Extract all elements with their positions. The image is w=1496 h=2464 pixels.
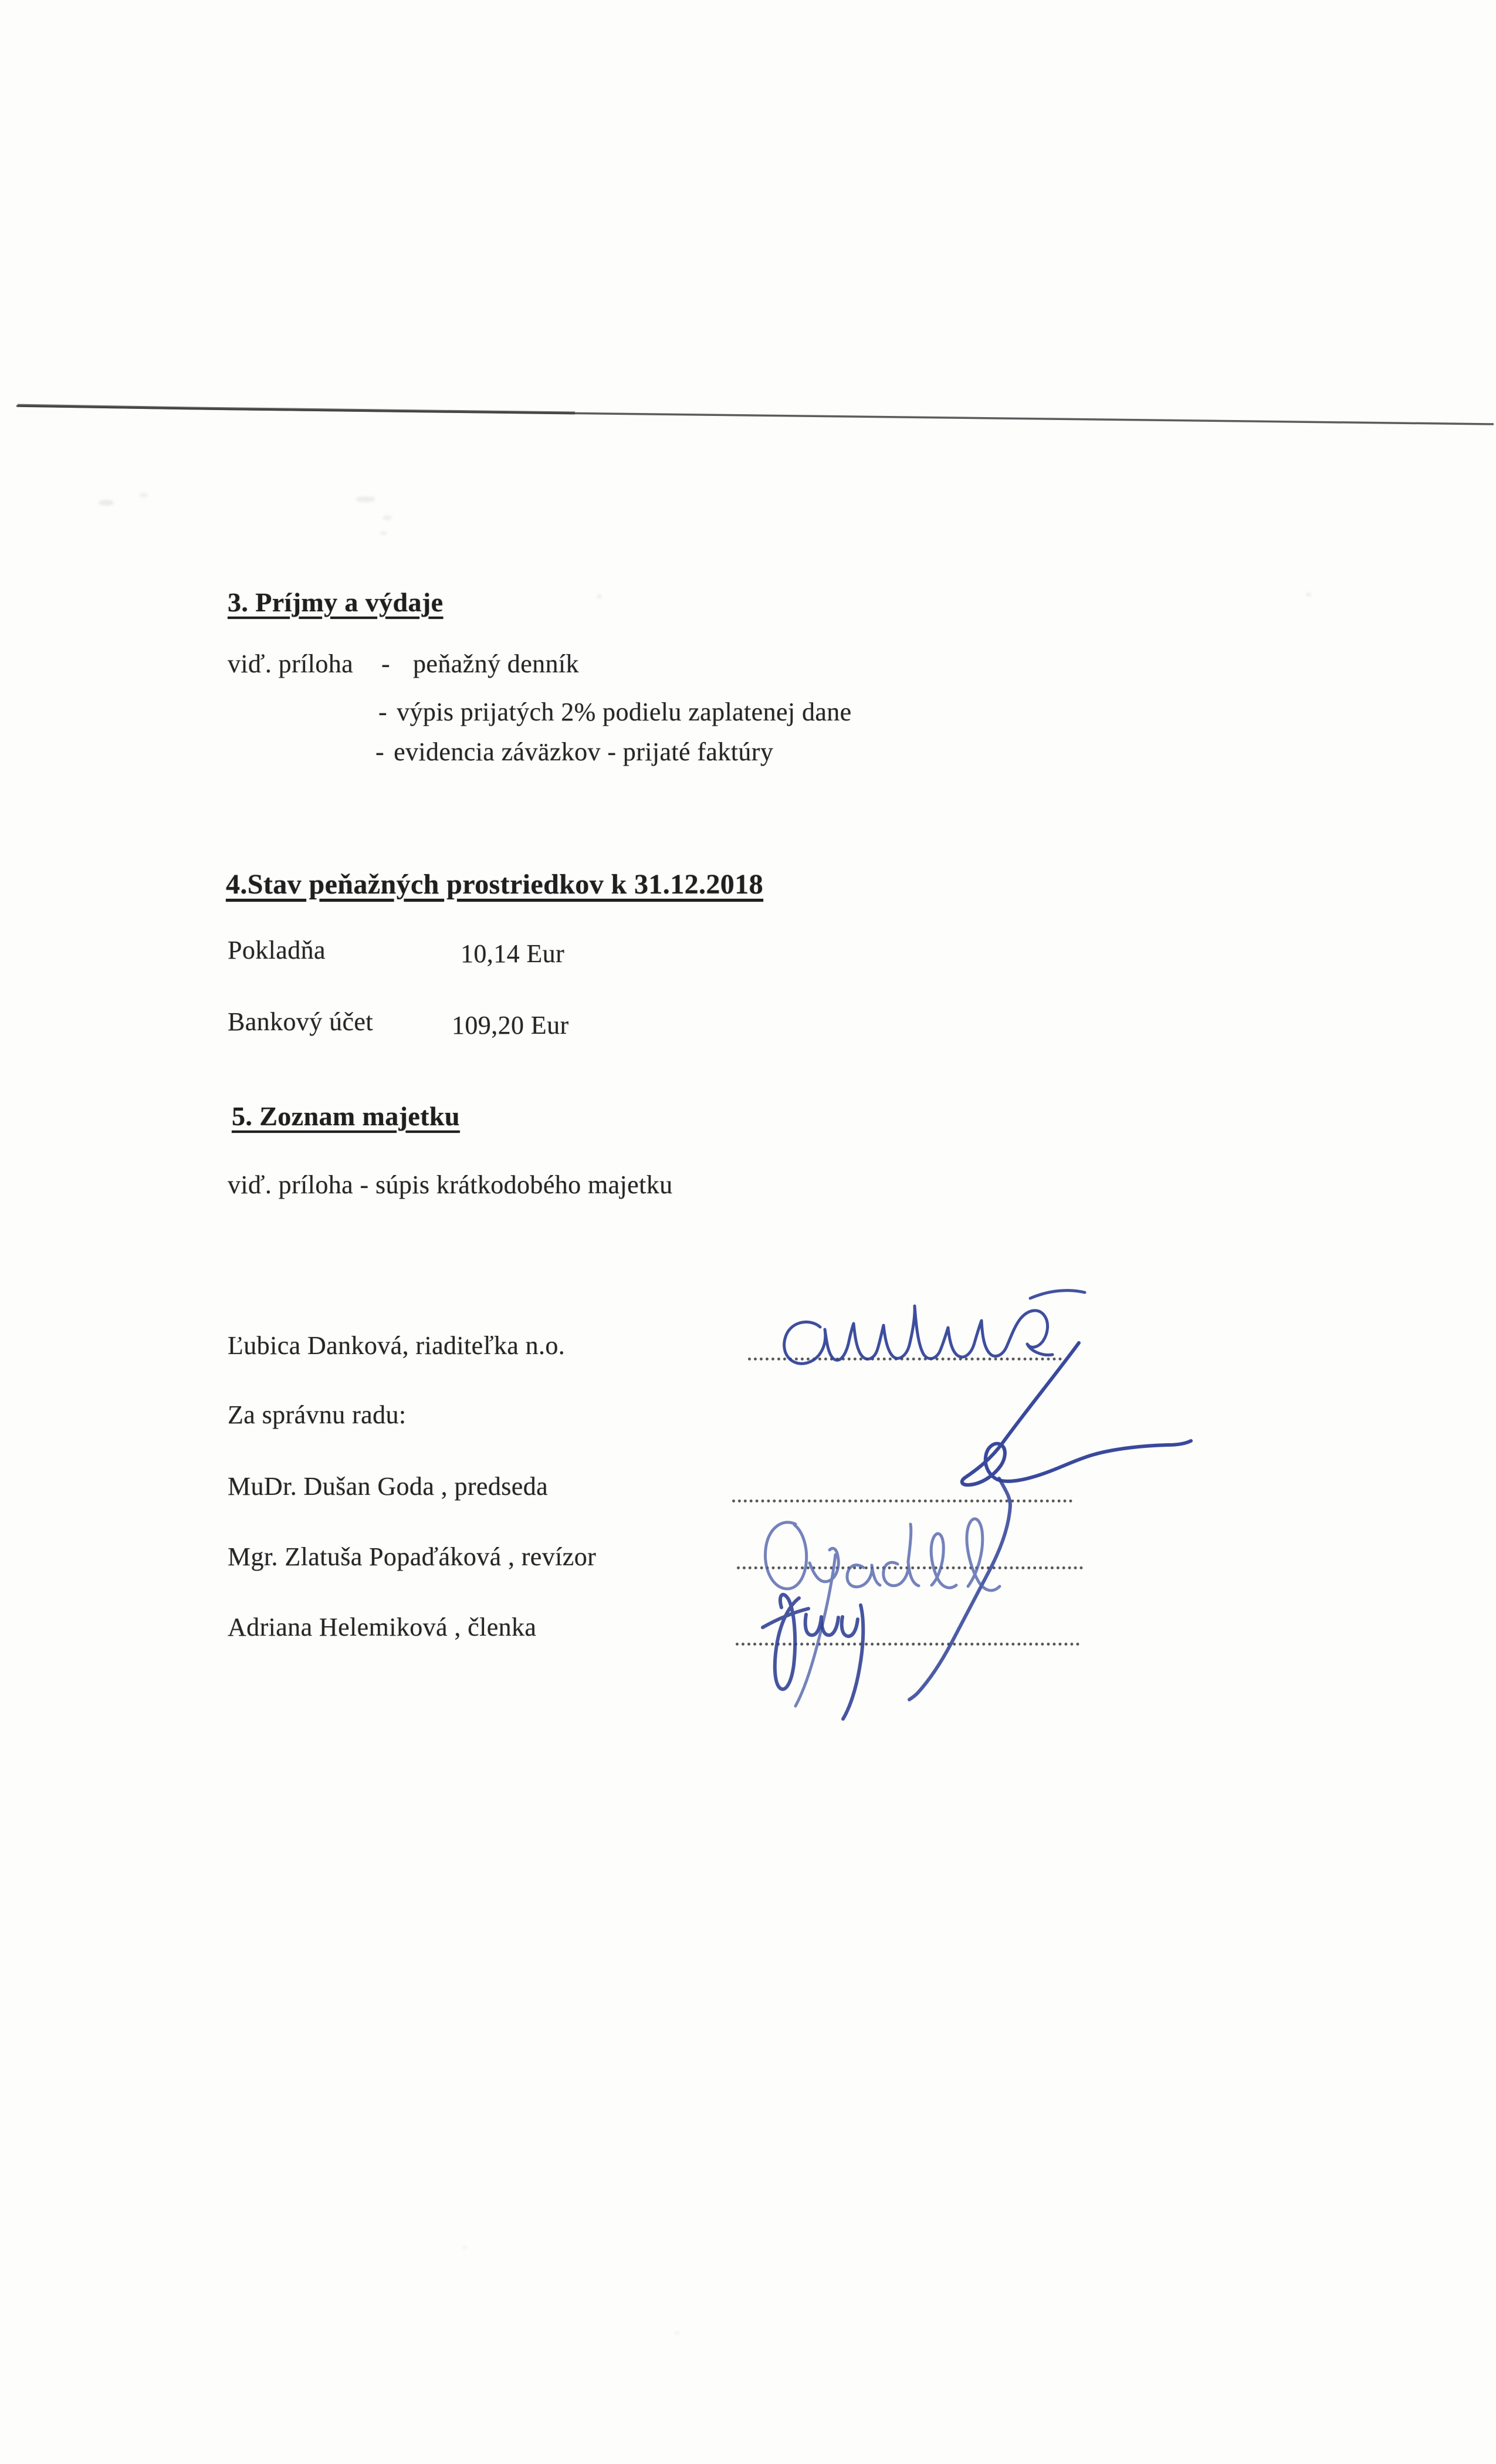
signature-dotted-line bbox=[736, 1643, 1079, 1646]
bank-row-label: Bankový účet bbox=[228, 1007, 373, 1036]
signature-dotted-line bbox=[732, 1500, 1072, 1502]
scan-smudge bbox=[99, 500, 114, 506]
signature-helemikova bbox=[763, 1595, 863, 1719]
attachment-item-text: evidencia záväzkov - prijaté faktúry bbox=[394, 737, 774, 766]
cash-row-label: Pokladňa bbox=[228, 936, 326, 964]
scan-speck bbox=[675, 2331, 679, 2335]
section-4-heading: 4.Stav peňažných prostriedkov k 31.12.2018 bbox=[226, 869, 764, 900]
board-label: Za správnu radu: bbox=[228, 1400, 407, 1429]
attachment-item bbox=[378, 698, 852, 726]
signature-goda-flourish bbox=[962, 1343, 1191, 1485]
attachment-label: viď. príloha bbox=[228, 649, 354, 678]
scan-speck bbox=[462, 2246, 467, 2249]
signature-dankova bbox=[784, 1306, 1052, 1363]
signature-dotted-line bbox=[737, 1566, 1083, 1569]
attachment-item bbox=[375, 738, 773, 766]
bank-row-value: 109,20 Eur bbox=[452, 1011, 569, 1040]
scan-artifact-line bbox=[16, 406, 1494, 424]
section-5-heading: 5. Zoznam majetku bbox=[232, 1101, 460, 1131]
scan-artifact-line-thick bbox=[18, 405, 575, 413]
attachment-item-dash: - bbox=[375, 737, 385, 766]
member-signature-label: MuDr. Dušan Goda , predseda bbox=[228, 1472, 549, 1501]
scan-speck bbox=[597, 595, 601, 598]
section-5-note: viď. príloha - súpis krátkodobého majetku bbox=[228, 1170, 673, 1199]
scan-speck bbox=[1306, 593, 1311, 597]
scan-smudge bbox=[140, 493, 148, 497]
attachment-item-dash: - bbox=[378, 698, 388, 726]
attachment-item-text: výpis prijatých 2% podielu zaplatenej dane bbox=[397, 698, 852, 726]
scan-smudge bbox=[356, 496, 375, 502]
signature-dotted-line bbox=[748, 1358, 1062, 1360]
signature-popadakova bbox=[765, 1519, 1000, 1706]
member-signature-label: Mgr. Zlatuša Popaďáková , revízor bbox=[228, 1542, 597, 1571]
attachment-item: peňažný denník bbox=[413, 649, 579, 678]
attachment-item-dash: - bbox=[381, 649, 391, 678]
signature-goda-descender bbox=[909, 1478, 1010, 1700]
scan-smudge bbox=[380, 531, 387, 536]
member-signature-label: Adriana Helemiková , členka bbox=[228, 1613, 537, 1641]
director-signature-label: Ľubica Danková, riaditeľka n.o. bbox=[228, 1331, 566, 1360]
section-3-heading: 3. Príjmy a výdaje bbox=[228, 587, 444, 617]
scan-smudge bbox=[383, 515, 392, 520]
signature-dankova-overbar bbox=[1030, 1291, 1085, 1298]
cash-row-value: 10,14 Eur bbox=[461, 939, 565, 968]
